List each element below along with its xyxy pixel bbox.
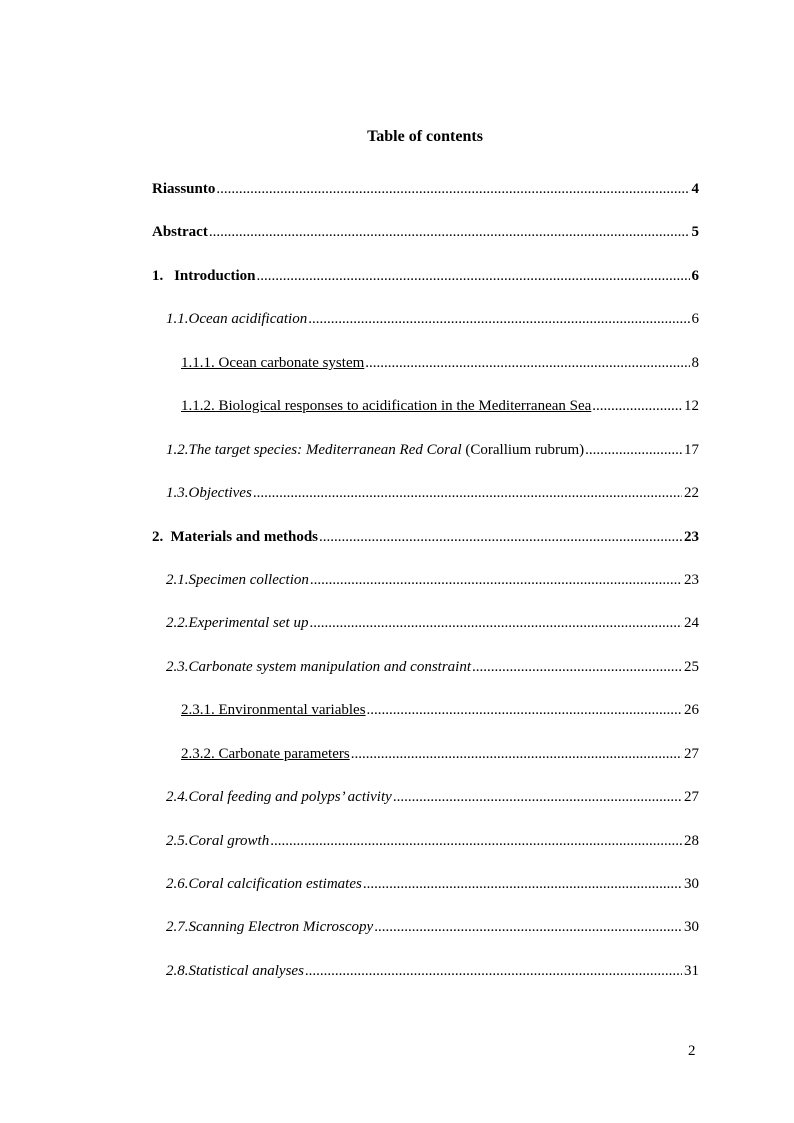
dot-leader [310, 570, 682, 590]
toc-entry-title: Ocean acidification [188, 311, 308, 328]
toc-entry-abstract[interactable] [152, 222, 699, 265]
dot-leader [472, 657, 682, 677]
toc-entry-coral-growth[interactable] [152, 831, 699, 874]
toc-entry-scanning-electron-microscopy[interactable] [152, 917, 699, 960]
dot-leader [270, 831, 682, 851]
toc-entry-experimental-set-up[interactable] [152, 613, 699, 656]
toc-entry-number: 2.6. [166, 876, 189, 892]
toc-entry-environmental-variables[interactable] [152, 700, 699, 743]
toc-entry-title: Scanning Electron Microscopy [188, 919, 374, 936]
toc-entry-page: 5 [691, 224, 699, 241]
dot-leader [351, 744, 682, 764]
toc-entry-title: Abstract [152, 224, 208, 241]
toc-entry-page: 17 [684, 441, 699, 458]
toc-entry-title: Statistical analyses [188, 962, 304, 979]
toc-entry-number: 2.5. [166, 832, 189, 849]
dot-leader [319, 527, 682, 547]
dot-leader [216, 179, 689, 199]
toc-entry-number: 2.1. [166, 571, 189, 588]
toc-entry-page: 6 [691, 267, 699, 284]
dot-leader [308, 309, 689, 329]
table-of-contents [152, 179, 699, 1004]
toc-entry-title: Coral feeding and polyps’ activity [188, 789, 392, 806]
toc-entry-page: 23 [684, 571, 699, 588]
toc-entry-riassunto[interactable] [152, 179, 699, 222]
toc-entry-title: Coral calcification estimates [188, 876, 362, 892]
toc-entry-page: 31 [684, 962, 699, 979]
toc-entry-title: Coral growth [188, 832, 270, 849]
toc-entry-page: 25 [684, 658, 699, 675]
dot-leader [209, 222, 690, 242]
toc-entry-carbonate-parameters[interactable] [152, 744, 699, 787]
dot-leader [365, 353, 689, 373]
toc-entry-title: Introduction [174, 267, 256, 284]
toc-entry-title: Carbonate system manipulation and constraint [188, 658, 471, 675]
toc-entry-page: 27 [684, 789, 699, 806]
toc-entry-page: 30 [684, 919, 699, 936]
toc-entry-target-species[interactable] [152, 440, 699, 483]
dot-leader [363, 874, 682, 894]
toc-entry-page: 27 [684, 745, 699, 762]
toc-entry-page: 22 [684, 485, 699, 502]
toc-entry-carbonate-system-manipulation[interactable] [152, 657, 699, 700]
toc-entry-page: 12 [684, 398, 699, 415]
toc-entry-title: 1.1.1. Ocean carbonate system [181, 354, 365, 371]
toc-entry-page: 6 [691, 311, 699, 328]
dot-leader [585, 440, 682, 460]
page-title: Table of contents [367, 128, 483, 145]
toc-entry-title: The target species: Mediterranean Red Coral [188, 441, 462, 458]
toc-entry-page: 23 [684, 528, 699, 545]
toc-entry-introduction[interactable] [152, 266, 699, 309]
toc-entry-coral-feeding[interactable] [152, 787, 699, 830]
toc-entry-page: 8 [691, 354, 699, 371]
toc-entry-number: 1.2. [166, 441, 189, 458]
toc-entry-number: 2.8. [166, 962, 189, 979]
toc-entry-title: Riassunto [152, 181, 216, 197]
toc-entry-number: 1.1. [166, 311, 189, 328]
toc-entry-number: 2.2. [166, 615, 189, 632]
toc-entry-title: Materials and methods [170, 528, 318, 545]
dot-leader [367, 700, 682, 720]
toc-entry-ocean-acidification[interactable] [152, 309, 699, 352]
toc-entry-page: 30 [684, 876, 699, 892]
toc-entry-title: Specimen collection [188, 571, 309, 588]
toc-entry-number: 2.4. [166, 789, 189, 806]
toc-entry-specimen-collection[interactable] [152, 570, 699, 613]
toc-entry-objectives[interactable] [152, 483, 699, 526]
toc-entry-biological-responses[interactable] [152, 396, 699, 439]
toc-entry-number: 2. [152, 528, 164, 545]
toc-entry-number: 2.3. [166, 658, 189, 675]
toc-entry-ocean-carbonate-system[interactable] [152, 353, 699, 396]
toc-entry-page: 28 [684, 832, 699, 849]
toc-entry-number: 1. [152, 267, 164, 284]
toc-entry-materials-and-methods[interactable] [152, 527, 699, 570]
toc-entry-title: 2.3.1. Environmental variables [181, 702, 366, 719]
toc-entry-title: Objectives [188, 485, 252, 502]
toc-entry-title-suffix: (Corallium rubrum) [465, 441, 585, 458]
toc-entry-page: 24 [684, 615, 699, 632]
toc-entry-title: 1.1.2. Biological responses to acidification in the Mediterranean Sea [181, 398, 592, 415]
dot-leader [256, 266, 689, 286]
dot-leader [393, 787, 682, 807]
dot-leader [253, 483, 682, 503]
dot-leader [305, 961, 682, 981]
page-number: 2 [688, 1043, 696, 1059]
toc-entry-title: Experimental set up [188, 615, 309, 632]
toc-entry-page: 4 [691, 181, 699, 197]
dot-leader [374, 917, 682, 937]
toc-entry-coral-calcification[interactable] [152, 874, 699, 917]
toc-entry-number: 1.3. [166, 485, 189, 502]
dot-leader [309, 613, 682, 633]
toc-entry-page: 26 [684, 702, 699, 719]
toc-entry-title: 2.3.2. Carbonate parameters [181, 745, 350, 762]
dot-leader [592, 396, 682, 416]
toc-entry-statistical-analyses[interactable] [152, 961, 699, 1004]
toc-entry-number: 2.7. [166, 919, 189, 936]
